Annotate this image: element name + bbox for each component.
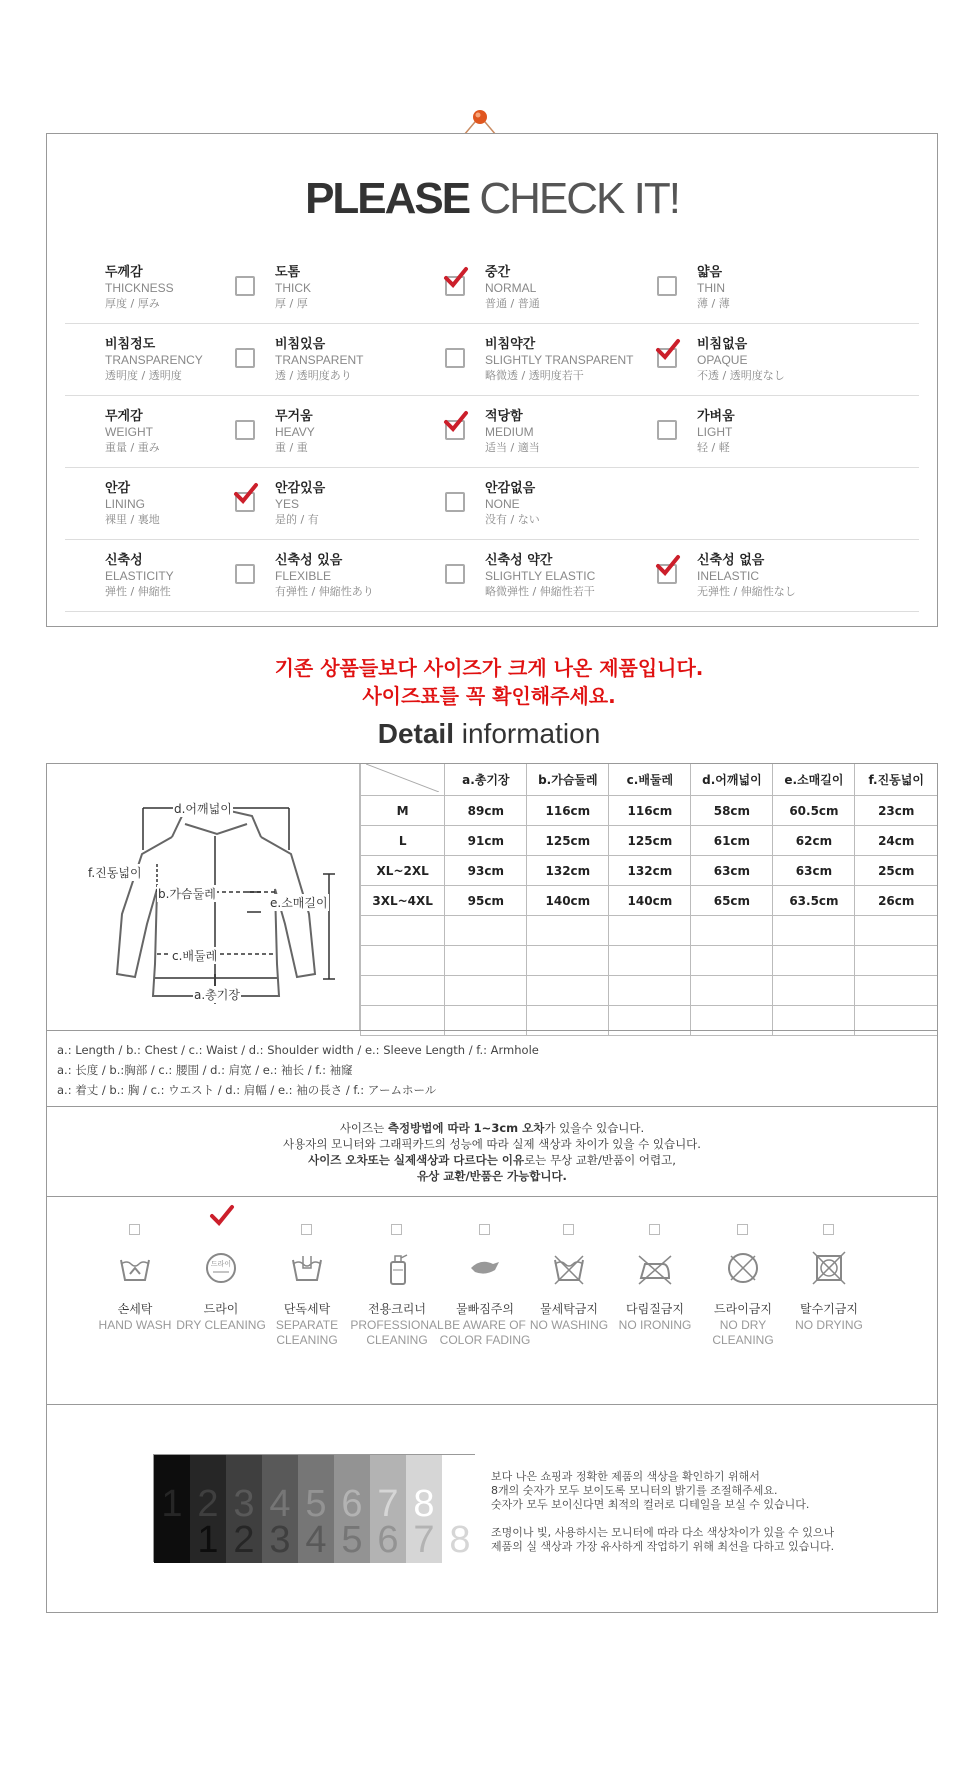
care-label-ko: 드라이 [203,1302,239,1316]
check-option[interactable] [657,336,867,392]
row-label-ko: 비침정도 [105,337,156,352]
size-value-cell: 132cm [527,856,609,886]
size-name-cell: M [361,796,445,826]
option-en: NORMAL [485,281,537,295]
care-checkbox[interactable] [737,1224,748,1235]
option-en: FLEXIBLE [275,569,332,583]
size-value-cell: 60.5cm [773,796,855,826]
row-label [105,264,174,311]
check-rows [65,252,919,612]
option-ko: 안감있음 [275,481,326,496]
checkmark-icon [443,266,469,290]
size-value-cell: 25cm [855,856,937,886]
care-label-ko: 손세탁 [117,1302,153,1316]
checkmark-icon [655,554,681,578]
divider [47,1404,937,1405]
empty-cell [445,976,527,1006]
no-spin-dry-icon [811,1250,847,1286]
row-label-cn: 透明度 / 透明度 [105,369,182,382]
option-en: SLIGHTLY ELASTIC [485,569,596,583]
option-ko: 중간 [485,265,511,280]
option-text [697,336,785,383]
row-label-ko: 무게감 [105,409,143,424]
care-label-ko: 물빠짐주의 [456,1302,514,1316]
row-label [105,408,160,455]
option-en: INELASTIC [697,569,760,583]
check-row [65,468,919,540]
option-en: THICK [275,281,311,295]
option-cn: 轻 / 軽 [697,441,730,454]
size-value-cell: 91cm [445,826,527,856]
care-checkbox[interactable] [301,1224,312,1235]
label-armhole: f.진동넓이 [88,866,142,880]
row-label-cn: 重量 / 重み [105,441,160,454]
care-label-en: NO DRY CLEANING [712,1318,774,1347]
empty-cell [527,976,609,1006]
option-text [697,408,735,455]
row-label-en: LINING [105,497,146,511]
size-header-cell: f.진동넓이 [855,764,937,796]
empty-cell [609,946,691,976]
size-header-row [361,764,938,796]
size-value-cell: 140cm [527,886,609,916]
row-label-ko: 신축성 [105,553,143,568]
checkbox[interactable] [235,420,255,440]
care-checkbox[interactable] [823,1224,834,1235]
diagonal-icon [366,764,439,792]
size-value-cell: 63.5cm [773,886,855,916]
empty-cell [855,1006,937,1036]
care-label-en: HAND WASH [98,1318,172,1332]
care-label-en: PROFESSIONAL CLEANING [350,1318,444,1347]
option-cn: 薄 / 薄 [697,297,730,310]
hand-wash-icon [117,1250,153,1286]
gray-number-top: 1 [161,1483,183,1525]
option-en: OPAQUE [697,353,748,367]
option-text [697,552,796,599]
please-check-panel [46,133,938,627]
detail-panel [46,763,938,1613]
gray-number-bottom: 3 [269,1519,291,1561]
jacket-diagram [47,764,360,1030]
check-title [47,174,937,224]
gray-number-top: 4 [269,1483,291,1525]
care-label-ko: 다림질금지 [626,1302,684,1316]
gray-number-bottom: 4 [305,1519,327,1561]
size-value-cell: 140cm [609,886,691,916]
empty-cell [691,1006,773,1036]
size-row [361,856,938,886]
empty-cell [773,1006,855,1036]
option-text [485,408,540,455]
gray-number-bottom: 2 [233,1519,255,1561]
label-total-length: a.총기장 [194,988,240,1002]
size-note [47,1120,937,1184]
option-ko: 신축성 없음 [697,553,765,568]
checkbox[interactable] [657,276,677,296]
option-cn: 透 / 透明度あり [275,369,352,382]
empty-cell [773,976,855,1006]
care-label-ko: 전용크리너 [368,1302,426,1316]
size-value-cell: 125cm [527,826,609,856]
grayscale-calibration [153,1454,475,1562]
table-corner [361,764,445,796]
size-value-cell: 61cm [691,826,773,856]
row-label-en: WEIGHT [105,425,153,439]
check-row [65,396,919,468]
gray-number-top: 8 [413,1483,435,1525]
note-text: 로는 무상 교환/반품이 어렵고, [524,1153,676,1167]
size-value-cell: 89cm [445,796,527,826]
size-row [361,886,938,916]
option-text [275,336,363,383]
size-value-cell: 116cm [527,796,609,826]
calibration-line: 조명이나 빛, 사용하시는 모니터에 따라 다소 색상차이가 있을 수 있으나 [491,1526,835,1539]
checkmark-icon [443,410,469,434]
svg-text:드라이: 드라이 [210,1260,232,1268]
empty-cell [691,946,773,976]
label-waist: c.배둘레 [172,949,218,963]
label-sleeve-length: e.소매길이 [270,896,328,910]
calibration-line: 숫자가 모두 보이신다면 최적의 컬러로 디테일을 보실 수 있습니다. [491,1498,810,1511]
checkbox[interactable] [445,348,465,368]
divider [47,1196,937,1197]
option-cn: 厚 / 厚 [275,297,308,310]
care-label-ko: 단독세탁 [283,1302,331,1316]
empty-size-row [361,976,938,1006]
size-value-cell: 63cm [773,856,855,886]
care-checkbox[interactable] [391,1224,402,1235]
checkbox[interactable] [235,564,255,584]
size-header-cell: a.총기장 [445,764,527,796]
empty-size-row [361,1006,938,1036]
option-ko: 비침있음 [275,337,326,352]
gray-number-bottom: 8 [449,1519,471,1561]
option-text [485,336,633,383]
care-label-en: BE AWARE OF COLOR FADING [439,1318,531,1347]
calibration-text [491,1470,834,1554]
empty-cell [445,1006,527,1036]
check-row [65,540,919,612]
care-checkbox[interactable] [649,1224,660,1235]
care-label-en: DRY CLEANING [176,1318,266,1332]
empty-cell [773,916,855,946]
note-bold: 유상 교환/반품은 가능합니다. [417,1169,567,1183]
size-name-cell: XL~2XL [361,856,445,886]
option-en: THIN [697,281,725,295]
empty-cell [609,916,691,946]
empty-cell [691,976,773,1006]
care-label-en: NO DRYING [795,1318,863,1332]
check-option[interactable] [657,408,867,464]
note-bold: 사이즈 오차또는 실제색상과 다르다는 이유 [308,1153,525,1167]
gray-number-top: 7 [377,1483,399,1525]
check-option[interactable] [657,552,867,608]
option-en: LIGHT [697,425,733,439]
option-cn: 重 / 重 [275,441,308,454]
option-ko: 신축성 있음 [275,553,343,568]
size-value-cell: 63cm [691,856,773,886]
check-option[interactable] [445,552,655,608]
option-ko: 가벼움 [697,409,735,424]
check-option[interactable] [445,480,655,536]
check-option[interactable] [235,552,445,608]
check-option[interactable] [235,336,445,392]
calibration-line: 8개의 숫자가 모두 보이도록 모니터의 밝기를 조절해주세요. [491,1484,778,1497]
empty-cell [527,1006,609,1036]
detail-title-rest: information [461,718,601,749]
row-label-ko: 두께감 [105,265,143,280]
empty-cell [361,976,445,1006]
no-iron-icon [637,1250,673,1286]
note-text: 가 있을수 있습니다. [544,1121,645,1135]
gray-number-bottom: 1 [197,1519,219,1561]
checkbox[interactable] [235,276,255,296]
option-ko: 비침약간 [485,337,536,352]
dry-clean-icon [203,1250,239,1286]
check-option[interactable] [445,264,655,320]
no-wash-icon [551,1250,587,1286]
legend-en: a.: Length / b.: Chest / c.: Waist / d.: Shoulder width / e.: Sleeve Length / f.: Armhole [57,1043,539,1057]
size-name-cell: 3XL~4XL [361,886,445,916]
detail-title-bold: Detail [377,718,454,749]
care-label-en: NO WASHING [529,1318,609,1332]
option-ko: 비침없음 [697,337,748,352]
empty-cell [609,1006,691,1036]
size-value-cell: 62cm [773,826,855,856]
no-dry-clean-icon [725,1250,761,1286]
check-option[interactable] [445,408,655,464]
row-label [105,552,174,599]
checkbox[interactable] [235,348,255,368]
check-option[interactable] [235,480,445,536]
option-text [275,552,374,599]
size-value-cell: 65cm [691,886,773,916]
option-ko: 도톰 [275,265,301,280]
note-bold: 측정방법에 따라 1~3cm 오차 [387,1121,545,1135]
option-ko: 안감없음 [485,481,536,496]
option-cn: 略微透 / 透明度若干 [485,369,584,382]
empty-cell [855,946,937,976]
option-text [485,552,595,599]
cleaner-bottle-icon [379,1250,415,1286]
size-value-cell: 132cm [609,856,691,886]
gray-number-top: 6 [341,1483,363,1525]
option-ko: 무거움 [275,409,313,424]
option-en: MEDIUM [485,425,534,439]
legend-cn: a.: 长度 / b.:胸部 / c.: 腰围 / d.: 肩宽 / e.: 袖长 / f.: 袖窿 [57,1063,353,1077]
gray-number-top: 2 [197,1483,219,1525]
size-value-cell: 23cm [855,796,937,826]
size-header-cell: c.배둘레 [609,764,691,796]
empty-cell [361,916,445,946]
option-en: SLIGHTLY TRANSPARENT [485,353,634,367]
option-ko: 적당함 [485,409,523,424]
checkbox[interactable] [445,492,465,512]
note-text: 사이즈는 [339,1121,388,1135]
check-row [65,324,919,396]
option-cn: 略微弹性 / 伸縮性若干 [485,585,595,598]
option-cn: 没有 / ない [485,513,540,526]
row-label-cn: 弹性 / 伸縮性 [105,585,171,598]
care-label-en: SEPARATE CLEANING [275,1318,339,1347]
gray-number-bottom: 5 [341,1519,363,1561]
option-cn: 是的 / 有 [275,513,319,526]
color-fade-icon [467,1250,503,1286]
measure-legend [57,1040,539,1100]
size-table [360,764,937,1036]
option-text [697,264,730,311]
size-row [361,796,938,826]
option-ko: 신축성 약간 [485,553,553,568]
note-text: 사용자의 모니터와 그래픽카드의 성능에 따라 실제 색상과 차이가 있을 수 있습니다. [283,1137,701,1151]
option-en: TRANSPARENT [275,353,364,367]
checkmark-icon [209,1204,235,1228]
size-name-cell: L [361,826,445,856]
divider [47,1106,937,1107]
size-header-cell: d.어깨넓이 [691,764,773,796]
check-option[interactable] [235,408,445,464]
size-value-cell: 125cm [609,826,691,856]
care-label-en: NO IRONING [618,1318,692,1332]
option-cn: 不透 / 透明度なし [697,369,785,382]
option-text [485,480,540,527]
check-row [65,252,919,324]
size-value-cell: 26cm [855,886,937,916]
empty-cell [527,916,609,946]
option-text [275,408,315,455]
size-notice [0,654,978,710]
size-header-cell: e.소매길이 [773,764,855,796]
checkmark-icon [655,338,681,362]
care-label-ko: 물세탁금지 [540,1302,598,1316]
option-text [275,264,311,311]
option-ko: 얇음 [697,265,723,280]
legend-jp: a.: 着丈 / b.: 胸 / c.: ウエスト / d.: 肩幅 / e.: 袖の長さ / f.: アームホール [57,1083,437,1097]
empty-cell [361,1006,445,1036]
row-label-en: THICKNESS [105,281,174,295]
row-label [105,336,203,383]
empty-cell [855,976,937,1006]
empty-cell [855,916,937,946]
check-title-rest: CHECK IT! [479,174,679,223]
empty-size-row [361,916,938,946]
check-title-bold: PLEASE [305,174,470,223]
option-text [275,480,325,527]
check-option[interactable] [235,264,445,320]
option-text [485,264,540,311]
check-option[interactable] [657,264,867,320]
option-en: YES [275,497,300,511]
empty-cell [609,976,691,1006]
gray-number-bottom: 7 [413,1519,435,1561]
calibration-line: 제품의 실 색상과 가장 유사하게 작업하기 위해 최선을 다하고 있습니다. [491,1540,835,1553]
detail-title [0,718,978,750]
row-label-en: ELASTICITY [105,569,174,583]
checkbox[interactable] [657,420,677,440]
empty-cell [691,916,773,946]
size-value-cell: 93cm [445,856,527,886]
label-shoulder-width: d.어깨넓이 [174,802,232,816]
empty-cell [361,946,445,976]
care-instructions [47,1224,937,1384]
option-cn: 无弹性 / 伸縮性なし [697,585,796,598]
empty-cell [445,946,527,976]
care-label-ko: 탈수기금지 [800,1302,858,1316]
row-label-cn: 厚度 / 厚み [105,297,160,310]
checkbox[interactable] [445,564,465,584]
size-value-cell: 116cm [609,796,691,826]
option-cn: 有弹性 / 伸縮性あり [275,585,374,598]
check-option[interactable] [445,336,655,392]
care-checkbox[interactable] [563,1224,574,1235]
gray-number-bottom: 6 [377,1519,399,1561]
empty-cell [445,916,527,946]
option-cn: 适当 / 適当 [485,441,540,454]
size-value-cell: 24cm [855,826,937,856]
empty-cell [527,946,609,976]
row-label-ko: 안감 [105,481,131,496]
divider [47,1030,937,1031]
option-cn: 普通 / 普通 [485,297,540,310]
option-en: NONE [485,497,520,511]
separate-wash-icon [289,1250,325,1286]
empty-cell [773,946,855,976]
row-label-en: TRANSPARENCY [105,353,203,367]
calibration-line: 보다 나은 쇼핑과 정확한 제품의 색상을 확인하기 위해서 [491,1470,760,1483]
size-value-cell: 95cm [445,886,527,916]
care-checkbox[interactable] [479,1224,490,1235]
size-header-cell: b.가슴둘레 [527,764,609,796]
care-label-ko: 드라이금지 [714,1302,772,1316]
option-en: HEAVY [275,425,315,439]
empty-size-row [361,946,938,976]
gray-number-top: 3 [233,1483,255,1525]
row-label-cn: 裸里 / 裏地 [105,513,160,526]
size-row [361,826,938,856]
care-checkbox[interactable] [129,1224,140,1235]
gray-number-top: 5 [305,1483,327,1525]
size-value-cell: 58cm [691,796,773,826]
row-label [105,480,160,527]
label-chest: b.가슴둘레 [158,887,216,901]
pin-icon [460,106,500,136]
notice-line-1: 기존 상품들보다 사이즈가 크게 나온 제품입니다. [274,656,704,680]
notice-line-2: 사이즈표를 꼭 확인해주세요. [362,684,616,708]
